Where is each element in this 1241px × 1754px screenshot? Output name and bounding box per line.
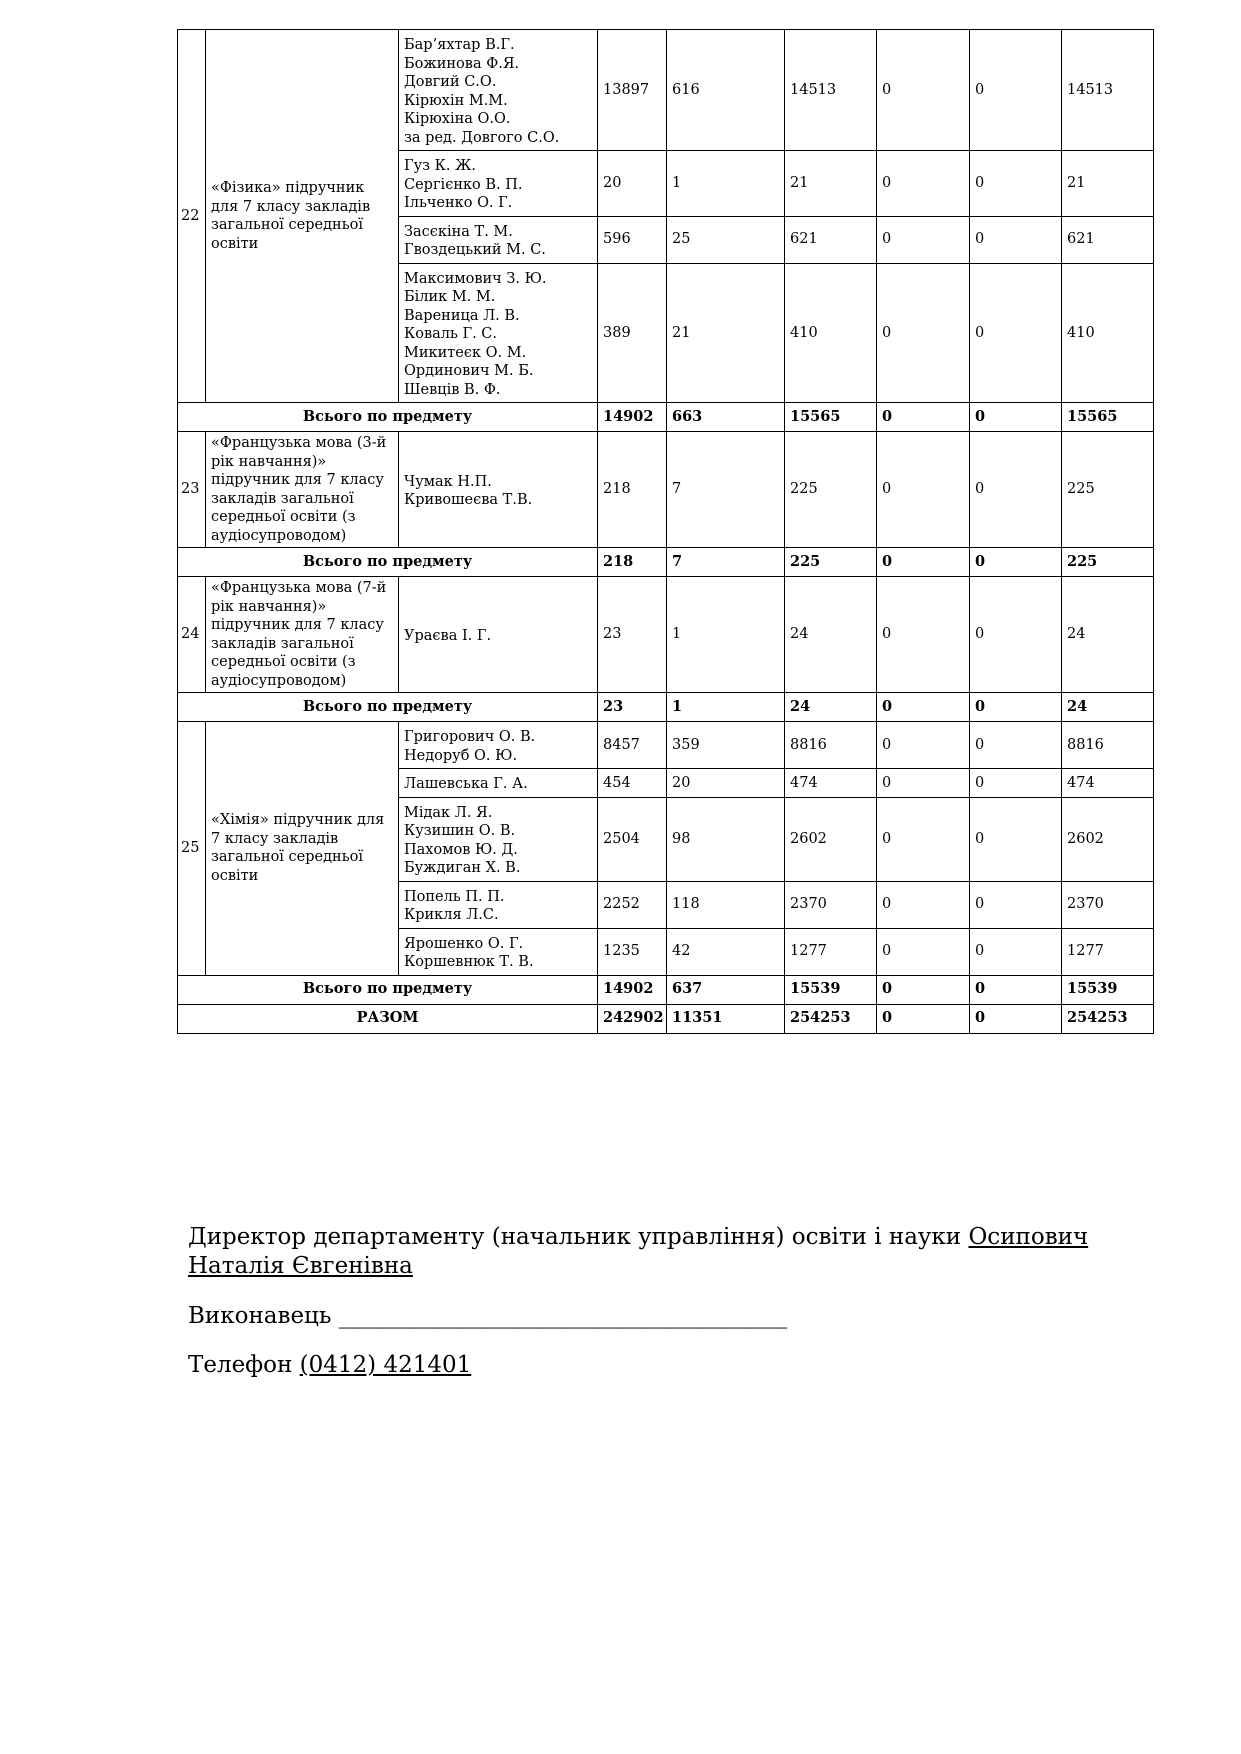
value-cell: 218 — [598, 432, 667, 548]
value-cell: 1235 — [598, 928, 667, 975]
author-name: за ред. Довгого С.О. — [404, 129, 560, 146]
value-cell: 8457 — [598, 722, 667, 769]
value-cell: 621 — [1062, 216, 1154, 263]
phone-label: Телефон — [188, 1352, 293, 1378]
total-value-cell: 0 — [877, 403, 970, 432]
grand-total-value-cell: 254253 — [1062, 1004, 1154, 1033]
total-value-cell: 225 — [1062, 548, 1154, 577]
table-row — [178, 577, 1154, 693]
authors-cell — [399, 769, 598, 798]
total-value-cell: 0 — [970, 975, 1062, 1004]
grand-total-value-cell: 242902 — [598, 1004, 667, 1033]
total-value-cell: 663 — [667, 403, 785, 432]
author-name: Пахомов Ю. Д. — [404, 841, 518, 858]
value-cell: 0 — [877, 769, 970, 798]
author-name: Божинова Ф.Я. — [404, 55, 520, 72]
value-cell: 21 — [785, 151, 877, 217]
director-signature — [188, 1223, 1148, 1281]
author-name: Буждиган Х. В. — [404, 860, 521, 876]
row-number: 25 — [178, 722, 206, 976]
author-name: Максимович З. Ю. — [404, 270, 547, 287]
value-cell: 1277 — [1062, 928, 1154, 975]
row-number: 23 — [178, 432, 206, 548]
value-cell: 359 — [667, 722, 785, 769]
subject-total-label: Всього по предмету — [178, 975, 598, 1004]
value-cell: 0 — [877, 577, 970, 693]
value-cell: 2370 — [785, 881, 877, 928]
value-cell: 474 — [1062, 769, 1154, 798]
author-name: Ільченко О. Г. — [404, 195, 513, 211]
total-value-cell: 24 — [1062, 693, 1154, 722]
director-name: Осипович Наталія Євгенівна — [188, 1224, 1089, 1279]
subject-total-row — [178, 693, 1154, 722]
subject-title: «Фізика» підручник для 7 класу закладів загальної середньої освіти — [206, 30, 399, 403]
authors-cell — [399, 928, 598, 975]
author-name: Шевців В. Ф. — [404, 381, 501, 398]
total-value-cell: 14902 — [598, 975, 667, 1004]
value-cell: 23 — [598, 577, 667, 693]
value-cell: 0 — [970, 216, 1062, 263]
total-value-cell: 218 — [598, 548, 667, 577]
total-value-cell: 15565 — [1062, 403, 1154, 432]
value-cell: 7 — [667, 432, 785, 548]
value-cell: 616 — [667, 30, 785, 151]
grand-total-value-cell: 254253 — [785, 1004, 877, 1033]
value-cell: 0 — [877, 881, 970, 928]
value-cell: 0 — [970, 722, 1062, 769]
author-name: Гуз К. Ж. — [404, 158, 476, 174]
author-name: Коваль Г. С. — [404, 326, 497, 342]
value-cell: 98 — [667, 797, 785, 881]
subject-title: «Хімія» підручник для 7 класу закладів загальної середньої освіти — [206, 722, 399, 976]
total-value-cell: 637 — [667, 975, 785, 1004]
subject-total-label: Всього по предмету — [178, 403, 598, 432]
authors-cell — [399, 577, 598, 693]
table-row — [178, 722, 1154, 769]
value-cell: 474 — [785, 769, 877, 798]
director-title: Директор департаменту (начальник управління) освіти і науки — [188, 1224, 962, 1250]
value-cell: 2252 — [598, 881, 667, 928]
grand-total-row — [178, 1004, 1154, 1033]
executor-line — [188, 1302, 1148, 1331]
total-value-cell: 0 — [970, 403, 1062, 432]
value-cell: 0 — [877, 216, 970, 263]
table-row — [178, 30, 1154, 151]
table-body — [178, 30, 1154, 1034]
value-cell: 454 — [598, 769, 667, 798]
author-name: Микитеєк О. М. — [404, 344, 527, 361]
value-cell: 0 — [877, 432, 970, 548]
authors-cell — [399, 30, 598, 151]
author-name: Григорович О. В. — [404, 729, 536, 745]
total-value-cell: 7 — [667, 548, 785, 577]
author-name: Кузишин О. В. — [404, 823, 516, 839]
subject-total-label: Всього по предмету — [178, 693, 598, 722]
authors-cell — [399, 216, 598, 263]
value-cell: 225 — [1062, 432, 1154, 548]
author-name: Крикля Л.С. — [404, 907, 499, 923]
value-cell: 0 — [970, 577, 1062, 693]
grand-total-label: РАЗОМ — [178, 1004, 598, 1033]
value-cell: 118 — [667, 881, 785, 928]
authors-cell — [399, 797, 598, 881]
total-value-cell: 0 — [970, 693, 1062, 722]
authors-cell — [399, 151, 598, 217]
value-cell: 42 — [667, 928, 785, 975]
value-cell: 8816 — [1062, 722, 1154, 769]
author-name: Засєкіна Т. М. — [404, 223, 513, 240]
phone-value: (0412) 421401 — [299, 1352, 472, 1378]
author-name: Мідак Л. Я. — [404, 804, 493, 821]
value-cell: 0 — [877, 928, 970, 975]
value-cell: 13897 — [598, 30, 667, 151]
authors-cell — [399, 722, 598, 769]
value-cell: 621 — [785, 216, 877, 263]
table-row — [178, 432, 1154, 548]
total-value-cell: 1 — [667, 693, 785, 722]
total-value-cell: 24 — [785, 693, 877, 722]
value-cell: 0 — [970, 769, 1062, 798]
author-name: Кірюхіна О.О. — [404, 111, 511, 127]
value-cell: 410 — [1062, 263, 1154, 403]
author-name: Ураєва І. Г. — [404, 627, 492, 644]
value-cell: 410 — [785, 263, 877, 403]
total-value-cell: 14902 — [598, 403, 667, 432]
row-number: 24 — [178, 577, 206, 693]
executor-label: Виконавець — [188, 1303, 332, 1329]
value-cell: 1 — [667, 577, 785, 693]
value-cell: 8816 — [785, 722, 877, 769]
phone-line — [188, 1351, 1148, 1380]
total-value-cell: 23 — [598, 693, 667, 722]
value-cell: 25 — [667, 216, 785, 263]
value-cell: 2602 — [785, 797, 877, 881]
value-cell: 0 — [877, 151, 970, 217]
total-value-cell: 225 — [785, 548, 877, 577]
author-name: Кривошеєва Т.В. — [404, 492, 533, 508]
grand-total-value-cell: 0 — [970, 1004, 1062, 1033]
subject-total-row — [178, 403, 1154, 432]
value-cell: 0 — [877, 797, 970, 881]
value-cell: 0 — [970, 797, 1062, 881]
author-name: Білик М. М. — [404, 289, 496, 305]
total-value-cell: 0 — [877, 693, 970, 722]
value-cell: 0 — [877, 722, 970, 769]
total-value-cell: 15565 — [785, 403, 877, 432]
value-cell: 0 — [970, 432, 1062, 548]
value-cell: 0 — [970, 151, 1062, 217]
grand-total-value-cell: 0 — [877, 1004, 970, 1033]
author-name: Довгий С.О. — [404, 74, 497, 90]
value-cell: 596 — [598, 216, 667, 263]
authors-cell — [399, 263, 598, 403]
author-name: Чумак Н.П. — [404, 473, 492, 490]
value-cell: 14513 — [1062, 30, 1154, 151]
value-cell: 2504 — [598, 797, 667, 881]
author-name: Ярошенко О. Г. — [404, 935, 524, 952]
authors-cell — [399, 881, 598, 928]
author-name: Бар’яхтар В.Г. — [404, 37, 515, 53]
author-name: Гвоздецький М. С. — [404, 242, 546, 258]
value-cell: 389 — [598, 263, 667, 403]
author-name: Попель П. П. — [404, 888, 505, 905]
value-cell: 0 — [877, 30, 970, 151]
textbook-distribution-table — [177, 29, 1154, 1034]
value-cell: 1277 — [785, 928, 877, 975]
value-cell: 0 — [970, 263, 1062, 403]
value-cell: 24 — [1062, 577, 1154, 693]
total-value-cell: 15539 — [1062, 975, 1154, 1004]
author-name: Ординович М. Б. — [404, 363, 534, 379]
value-cell: 225 — [785, 432, 877, 548]
author-name: Лашевська Г. А. — [404, 776, 528, 792]
value-cell: 21 — [1062, 151, 1154, 217]
value-cell: 20 — [667, 769, 785, 798]
value-cell: 14513 — [785, 30, 877, 151]
value-cell: 2370 — [1062, 881, 1154, 928]
total-value-cell: 0 — [970, 548, 1062, 577]
value-cell: 0 — [970, 881, 1062, 928]
authors-cell — [399, 432, 598, 548]
subject-total-row — [178, 548, 1154, 577]
grand-total-value-cell: 11351 — [667, 1004, 785, 1033]
value-cell: 1 — [667, 151, 785, 217]
value-cell: 0 — [877, 263, 970, 403]
value-cell: 2602 — [1062, 797, 1154, 881]
value-cell: 20 — [598, 151, 667, 217]
executor-blank: _______________________________________ — [338, 1303, 788, 1329]
value-cell: 0 — [970, 928, 1062, 975]
subject-title: «Французька мова (7-й рік навчання)» підручник для 7 класу закладів загальної середньої освіти (з аудіосупроводом) — [206, 577, 399, 693]
total-value-cell: 0 — [877, 975, 970, 1004]
total-value-cell: 15539 — [785, 975, 877, 1004]
author-name: Вареница Л. В. — [404, 307, 520, 324]
subject-total-label: Всього по предмету — [178, 548, 598, 577]
value-cell: 24 — [785, 577, 877, 693]
author-name: Коршевнюк Т. В. — [404, 954, 534, 970]
author-name: Недоруб О. Ю. — [404, 747, 518, 764]
row-number: 22 — [178, 30, 206, 403]
total-value-cell: 0 — [877, 548, 970, 577]
subject-total-row — [178, 975, 1154, 1004]
author-name: Кірюхін М.М. — [404, 92, 508, 109]
author-name: Сергієнко В. П. — [404, 176, 523, 193]
value-cell: 21 — [667, 263, 785, 403]
subject-title: «Французька мова (3-й рік навчання)» підручник для 7 класу закладів загальної середньої освіти (з аудіосупроводом) — [206, 432, 399, 548]
value-cell: 0 — [970, 30, 1062, 151]
